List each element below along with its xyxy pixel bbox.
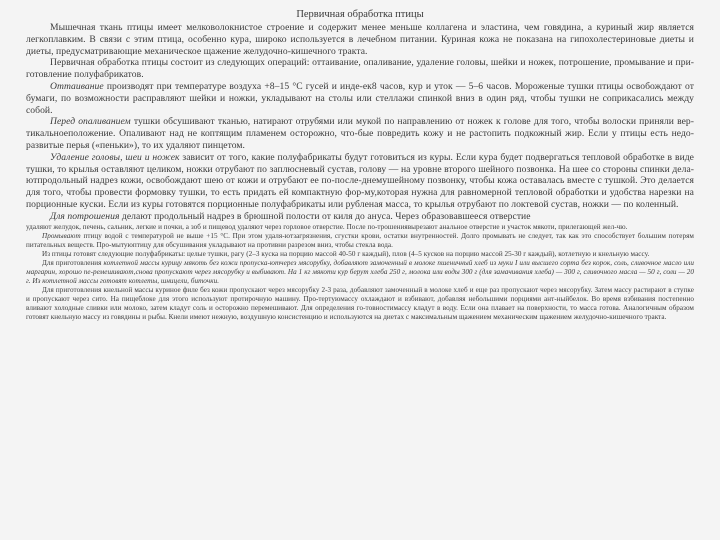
main-text bbox=[26, 22, 694, 223]
paragraph-6 bbox=[26, 211, 694, 223]
paragraph-text: делают продольный надрез в брюшной полости от киля до ануса. Через образовавшееся отверстие bbox=[119, 210, 531, 222]
paragraph-text: тушки обсушивают тканью, натирают отрубями или мукой по направлению от ножек к голове для того, чтобы волоски приняли вер-тикальноеположение. Опаливают над не коптящим пламенем осторожно, что-бые повредить кожу и не растопить подкожный жир. Если у птицы есть недо-развитые перья («пеньки»), то их удаляют пинцетом. bbox=[26, 116, 694, 151]
paragraph-text: птицу водой с температурой не выше +15 °С. При этом удаля-ютзагрязнения, сгустки крови, остатки внутренностей. Долго промывать не следует, так как это способствует большим потерям питательных веществ. Про-мытуюптицу для обсушивания укладывают на противни разрезом вниз, чтобы стекла вода. bbox=[26, 231, 694, 249]
paragraph-text: Мышечная ткань птицы имеет мелковолокнистое строение и содержит менее меньше коллагена и эластина, чем говядина, а куриный жир является легкоплавким. В связи с этим птица, особенно кура, широко используется в лечебном питании. Куриная кожа не показана на гипохолестериновые диеты и диеты, предусматривающие механическое щажение желудочно-кишечного тракта. bbox=[26, 22, 694, 57]
paragraph-lead: Для приготовления bbox=[42, 285, 104, 294]
paragraph-7 bbox=[26, 223, 694, 232]
paragraph-5 bbox=[26, 152, 694, 211]
paragraph-2 bbox=[26, 57, 694, 81]
paragraph-9 bbox=[26, 250, 694, 259]
paragraph-lead: Для приготовления bbox=[42, 258, 104, 267]
paragraph-10 bbox=[26, 259, 694, 286]
paragraph-text: удаляют желудок, печень, сальник, легкие и почки, а зоб и пищевод удаляют через горловое отверстие. После по-трошениявырезают анальное отверстие и участок мякоти, прилегающей жел-чю. bbox=[26, 222, 628, 231]
paragraph-lead: Оттаивание bbox=[50, 80, 104, 92]
paragraph-lead: Удаление головы, шеи и ножек bbox=[50, 151, 180, 163]
paragraph-text: котлетной массы курицу мякоть без кожи пропуска-ютчерез мясорубку, добавляют замоченный в молоке пшеничный хлеб из муки I или высшего сорта без корок, соль, сливочное масло или маргарин, хорошо пе-ремешивают,снова пропускают через мясорубку и выбивают. На 1 кг мякоти кур берут хлеба 250 г, молока или воды 300 г (для замачивания хлеба) — 300 г, сливочного масла — 50 г, соли — 20 г. Из котлетной массы готовят котлеты, шницели, биточки. bbox=[26, 258, 694, 285]
document-title: Первичная обработка птицы bbox=[296, 9, 424, 20]
paragraph-lead: Для потрошения bbox=[50, 210, 120, 222]
paragraph-text: Из птицы готовят следующие полуфабрикаты: целые тушки, рагу (2–3 куска на порцию массой 40-50 г каждый), плов (4–5 кусков на порцию массой 25-30 г каждый), котлетную и кнельную массу. bbox=[42, 249, 650, 258]
paragraph-text: производят при температуре воздуха +8–15 °С гусей и инде-ек8 часов, кур и уток — 5–6 часов. Мороженые тушки птицы освобождают от бумаги, по возможности расправляют шейки и ножки, укладывают на столы или стеллажи спинкой вниз в один ряд, чтобы тушки не соприкасались между собой. bbox=[26, 80, 694, 116]
paragraph-text: Первичная обработка птицы состоит из следующих операций: оттаивание, опаливание, удаление головы, шейки и ножек, потрошение, промывание и при-готовление полуфабрикатов. bbox=[26, 57, 694, 81]
paragraph-lead: Перед опаливанием bbox=[50, 116, 131, 128]
paragraph-3 bbox=[26, 81, 694, 116]
document-page bbox=[26, 6, 694, 534]
paragraph-11 bbox=[26, 286, 694, 322]
paragraph-4 bbox=[26, 116, 694, 151]
paragraph-1 bbox=[26, 22, 694, 57]
paragraph-text: кнельной массы куриное филе без кожи пропускают через мясорубку 2-3 раза, добавляют замоченный в молоке хлеб и еще раз пропускают через мясорубку. Затем массу растирают в ступке и пропускают через сито. На пищеблоке для этого используют протирочную машину. Про-тертуюмассу охлаждают и взбивают, добавляя небольшими порциями ант-ныйбелок. Во время взбивания постепенно вливают холодные сливки или молоко, затем кладут соль и осторожно перемешивают. Для определения го-товностимассу кладут в воду. Если она плавает на поверхности, то масса готова. Аналогичным образом готовят кнельную массу из говядины и рыбы. Кнели имеют нежную, воздушную консистенцию и используются на диетах с максимальным щажением механическим щажением желудочно-кишечного тракта. bbox=[26, 285, 694, 322]
paragraph-lead: Промывают bbox=[42, 231, 81, 240]
paragraph-text: зависит от того, какие полуфабрикаты будут готовиться из куры. Если кура будет подвергаться тепловой обработке в виде тушки, то крылья оставляют целиком, ножки отрубают по заплюсневый сустав, голову — на уровне второго шейного позвонка. На шее со стороны спинки дела-ютпродольный надрез кожи, освобождают шею от кожи и отрубают ее по-после-днемушейному позвонку, чтобы кожа оставалась вместе с тушкой. Это делается для того, чтобы провести формовку тушки, то есть придать ей компактную фор-му,которая нужна для равномерной тепловой обработки и удобства нарезки на порционные куски. Если из куры готовятся порционные полуфабрикаты или рубленая масса, то крылья отрубают по локтевой сустав, ножки — по коленный. bbox=[26, 151, 694, 210]
small-text bbox=[26, 223, 694, 323]
paragraph-8 bbox=[26, 232, 694, 250]
